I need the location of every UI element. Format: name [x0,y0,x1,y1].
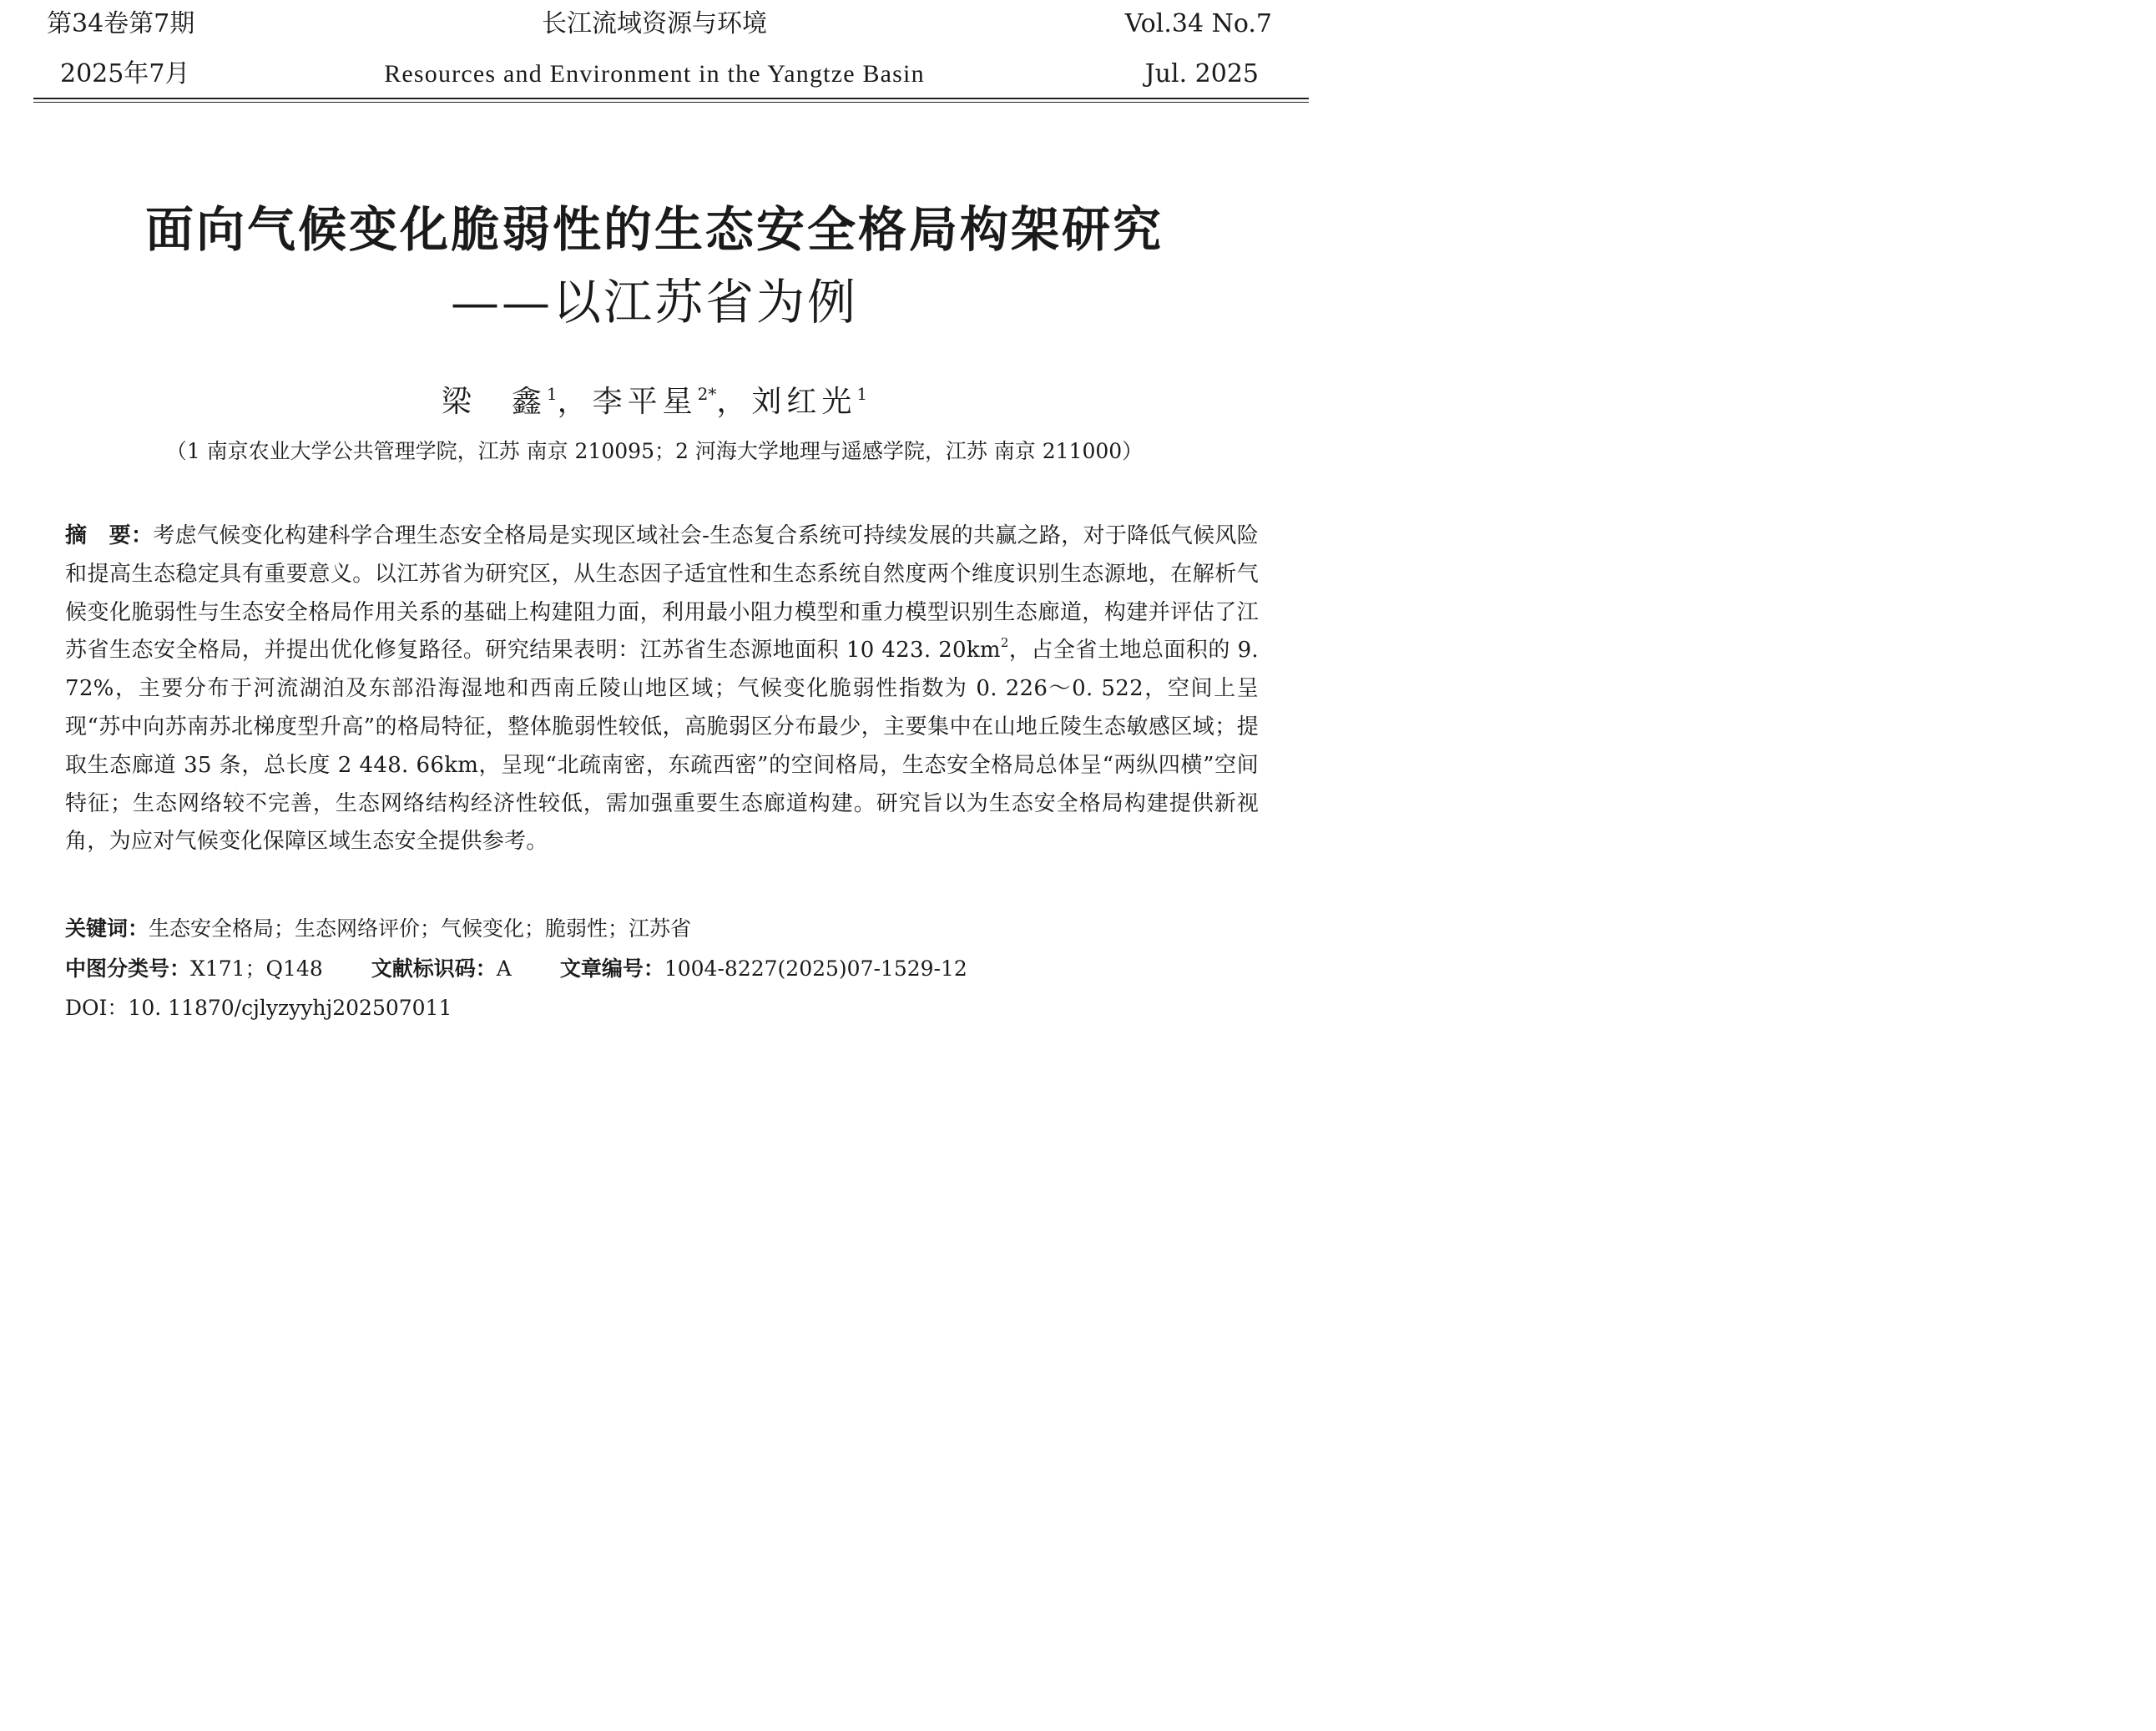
author-list [0,386,1309,417]
author-mark: 1 [546,384,558,404]
author-mark: 2* [697,384,717,404]
header-rule-thin [33,102,1309,103]
keywords-value: 生态安全格局；生态网络评价；气候变化；脆弱性；江苏省 [149,916,692,941]
superscript-2: 2 [1000,635,1009,651]
abstract-text-continued: ，占全省土地总面积的 9. 72%，主要分布于河流湖泊及东部沿海湿地和西南丘陵山地区域；气候变化脆弱性指数为 0. 226～0. 522，空间上呈现“苏中向苏南苏北梯度型升高”的格局特征，整体脆弱性较低，高脆弱区分布最少，主要集中在山地丘陵生态敏感区域；提取生态廊道 35 条，总长度 2 448. 66km，呈现“北疏南密，东疏西密”的空间格局，生态安全格局总体呈“两纵四横”空间特征；生态网络较不完善，生态网络结构经济性较低，需加强重要生态廊道构建。研究旨以为生态安全格局构建提供新视角，为应对气候变化保障区域生态安全提供参考。 [65,638,1259,855]
author-name: 梁 鑫 [441,385,547,419]
publication-date-en: Jul. 2025 [1144,59,1259,88]
abstract [65,517,1259,861]
clc-value: X171；Q148 [190,956,323,981]
doi-label: DOI： [65,996,129,1020]
abstract-label: 摘 要： [65,523,154,548]
author-name: 李平星 [592,385,698,419]
journal-name-cn: 长江流域资源与环境 [542,9,767,38]
classification-row [65,956,967,982]
journal-name-en: Resources and Environment in the Yangtze Basin [384,60,925,88]
paper-title: 面向气候变化脆弱性的生态安全格局构架研究 [144,201,1164,258]
clc-label: 中图分类号： [65,956,191,981]
header-rule-thick [33,98,1309,99]
doc-code-label: 文献标识码： [371,956,497,981]
author-separator: ， [716,385,752,419]
article-no-label: 文章编号： [559,956,664,981]
affiliations: （1 南京农业大学公共管理学院，江苏 南京 210095；2 河海大学地理与遥感学院，江苏 南京 211000） [165,439,1144,463]
keywords-label: 关键词： [65,916,149,941]
doc-code-value: A [496,956,512,981]
journal-header [0,9,1309,103]
author-separator: ， [557,385,593,419]
publication-date-cn: 2025年7月 [60,59,190,88]
author-mark: 1 [856,384,868,404]
volume-issue-cn: 第34卷第7期 [47,9,195,38]
paper-subtitle: ——以江苏省为例 [450,274,858,331]
doi-value: 10. 11870/cjlyzyyhj202507011 [128,996,452,1020]
article-no-value: 1004-8227(2025)07-1529-12 [664,956,967,981]
doi-row [65,996,452,1021]
keywords [65,916,691,941]
volume-issue-en: Vol.34 No.7 [1124,9,1272,38]
author-name: 刘红光 [751,385,857,419]
abstract-text: 考虑气候变化构建科学合理生态安全格局是实现区域社会-生态复合系统可持续发展的共赢之路，对于降低气候风险和提高生态稳定具有重要意义。以江苏省为研究区，从生态因子适宜性和生态系统自然度两个维度识别生态源地，在解析气候变化脆弱性与生态安全格局作用关系的基础上构建阻力面，利用最小阻力模型和重力模型识别生态廊道，构建并评估了江苏省生态安全格局，并提出优化修复路径。研究结果表明：江苏省生态源地面积 10 423. 20km [65,523,1260,664]
